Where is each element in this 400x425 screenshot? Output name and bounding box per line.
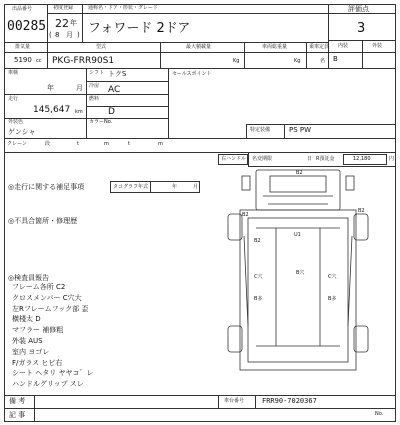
shift-value: トクS: [108, 70, 127, 78]
crane-unit-2: t: [77, 141, 79, 147]
capacity-label: 乗車定員: [309, 44, 330, 50]
interior-value: B: [333, 55, 338, 63]
model-desc-label: 通称名・ドア・形状・グレード: [88, 5, 158, 11]
tachograph-year-unit: 年: [172, 184, 178, 190]
recycle-label: R預託金: [316, 156, 335, 162]
mark-b2-left: B2: [242, 212, 249, 218]
title-unit: 日: [307, 156, 313, 162]
displacement-label: 排気量: [15, 44, 31, 50]
shift-label: シフト: [89, 70, 105, 76]
defect-label: ◎不具合箇所・修理歴: [8, 217, 78, 225]
mark-c-hole-left: C穴: [254, 274, 263, 280]
color-label: 外装色: [8, 119, 24, 125]
inspector-label: ◎検査員報告: [8, 274, 50, 282]
steering-value: 右ハンドル: [221, 156, 247, 162]
inspector-note-item: 左Rフレームフック部 歪: [12, 304, 89, 313]
mark-b-many-right: B多: [328, 296, 337, 302]
lot-no-label: 出品番号: [12, 6, 33, 12]
vehicle-diagram: [218, 166, 386, 380]
first-reg-month-close: ): [77, 31, 80, 39]
first-reg-month-unit: 月: [66, 31, 73, 39]
inspector-note-item: 外装 AUS: [12, 337, 43, 345]
mark-b2-mid: B2: [254, 238, 261, 244]
chassis-no: FRR90-7020367: [262, 397, 317, 405]
notes2-footer-label: 記 事: [9, 411, 26, 419]
mark-b-many-left: B多: [254, 296, 263, 302]
first-reg-label: 初度登録: [53, 5, 74, 11]
inspection-year-unit: 年: [47, 84, 54, 92]
inspector-note-item: シート ヘタリ ヤヤコ゛レ: [12, 369, 94, 378]
inspector-note-item: マフラー 補修粗: [12, 326, 64, 335]
chassis-label: 車台番号: [224, 398, 245, 404]
crane-label: クレーン: [7, 141, 27, 147]
inspector-note-item: 横棧太 D: [12, 315, 41, 324]
equipment-label: 特定装備: [250, 127, 271, 133]
inspection-label: 車検: [8, 70, 19, 76]
equipment-value: PS PW: [289, 126, 312, 134]
max-load-label: 最大積載量: [186, 44, 212, 50]
lot-no: 00285: [7, 19, 47, 34]
inspection-month-unit: 月: [76, 84, 83, 92]
crane-unit-1: 段: [45, 141, 51, 147]
gross-weight-unit: Kg: [294, 58, 301, 64]
mark-u1: U1: [294, 232, 301, 238]
crane-unit-4: t: [128, 141, 130, 147]
number-label: No.: [375, 411, 384, 417]
supplement-label: ◎走行に関する補足事項: [8, 183, 85, 191]
tachograph-month-unit: 月: [193, 184, 199, 190]
notes-footer-label: 備 考: [9, 397, 26, 405]
inspector-note-item: F/ガラス ヒビ右: [12, 358, 63, 367]
type-label: 型式: [96, 44, 107, 50]
title-label: 名変期限: [252, 156, 273, 162]
recycle-value: 12,180: [353, 156, 371, 162]
score-label: 評価点: [348, 5, 369, 13]
first-reg-month: 8: [55, 31, 60, 39]
fuel-value: D: [108, 107, 115, 117]
mark-c-hole-right: C穴: [328, 274, 337, 280]
inspector-note-item: 室内 ヨゴレ: [12, 347, 50, 356]
mark-b-hole: B穴: [296, 270, 305, 276]
interior-label: 内装: [338, 43, 349, 49]
color-value: ゲンシャ: [8, 128, 36, 136]
tachograph-label: タコグラフ年式: [113, 184, 149, 190]
first-reg-month-open: (: [49, 31, 52, 39]
exterior-label: 外装: [372, 43, 383, 49]
recycle-unit: 円: [389, 156, 395, 162]
capacity-unit: 名: [320, 58, 326, 64]
inspector-note-item: クロスメンバー C穴大: [12, 293, 82, 302]
inspector-note-item: ハンドルグリップ スレ: [12, 380, 84, 389]
fuel-label: 燃料: [89, 96, 100, 102]
crane-unit-5: m: [158, 141, 163, 147]
crane-unit-3: m: [104, 141, 109, 147]
first-reg-year-unit: 年: [70, 19, 77, 27]
color-no-label: カラーNo.: [89, 119, 113, 125]
displacement-value: 5190: [14, 56, 32, 64]
ac-label: 冷房: [89, 83, 100, 89]
first-reg-year: 22: [55, 17, 69, 30]
mark-b2-right: B2: [358, 208, 365, 214]
gross-weight-label: 車両総重量: [262, 44, 288, 50]
inspector-note-item: フレーム各所 C2: [12, 283, 66, 291]
sales-point-label: セールスポイント: [172, 71, 212, 77]
score-value: 3: [357, 21, 366, 36]
displacement-unit: cc: [36, 58, 42, 64]
model-code: PKG-FRR90S1: [52, 56, 115, 66]
mileage-value: 145,647: [33, 105, 71, 115]
mark-b2-top: B2: [296, 170, 303, 176]
model-name: フォワード 2ドア: [88, 21, 191, 36]
max-load-unit: Kg: [233, 58, 240, 64]
mileage-label: 走行: [8, 96, 19, 102]
mileage-unit: km: [75, 109, 83, 115]
ac-value: AC: [108, 85, 121, 95]
